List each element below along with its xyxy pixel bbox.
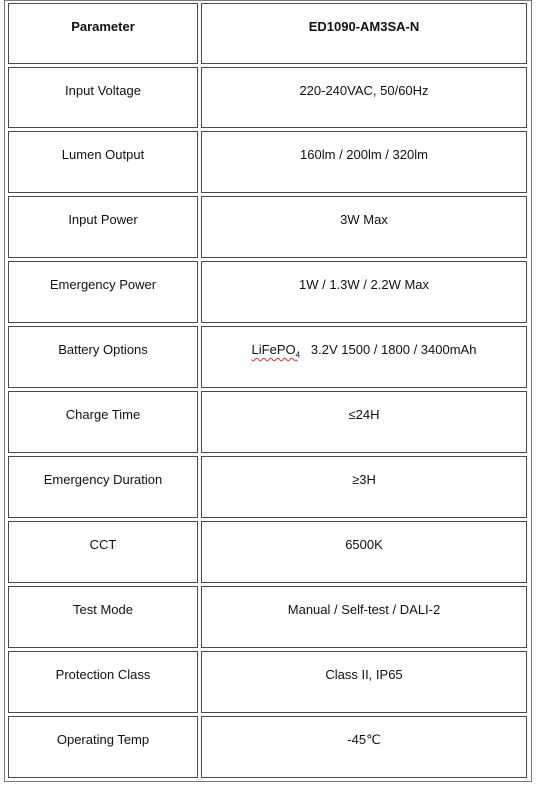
row-label: Input Power	[68, 212, 138, 227]
row-value: 1W / 1.3W / 2.2W Max	[298, 277, 430, 292]
row-label: Emergency Power	[49, 277, 157, 292]
row-label: Battery Options	[58, 342, 148, 357]
row-value: ≥3H	[352, 472, 376, 487]
row-value	[202, 342, 526, 358]
header-cell-parameter	[8, 3, 198, 64]
battery-spec: 3.2V 1500 / 1800 / 3400mAh	[310, 342, 477, 357]
row-value: ≤24H	[348, 407, 380, 422]
row-label: Lumen Output	[61, 147, 145, 162]
row-label: Protection Class	[55, 667, 151, 682]
row-value: -45℃	[347, 732, 381, 747]
row-value: 3W Max	[340, 212, 388, 227]
row-value: 6500K	[345, 537, 383, 552]
spec-table	[4, 0, 532, 782]
row-label: CCT	[89, 537, 117, 552]
header-parameter-label: Parameter	[71, 19, 135, 34]
row-label: Operating Temp	[56, 732, 150, 747]
row-value: 160lm / 200lm / 320lm	[300, 147, 428, 162]
header-cell-model	[201, 3, 527, 64]
row-value: 220-240VAC, 50/60Hz	[299, 83, 429, 98]
row-label: Test Mode	[73, 602, 133, 617]
row-value: Manual / Self-test / DALI-2	[287, 602, 441, 617]
row-value: Class II, IP65	[325, 667, 403, 682]
row-label: Emergency Duration	[43, 472, 163, 487]
row-label: Charge Time	[65, 407, 141, 422]
battery-chemistry: LiFePO$_4$	[251, 342, 301, 360]
row-label: Input Voltage	[65, 83, 141, 98]
header-model-label: ED1090-AM3SA-N	[308, 19, 420, 34]
